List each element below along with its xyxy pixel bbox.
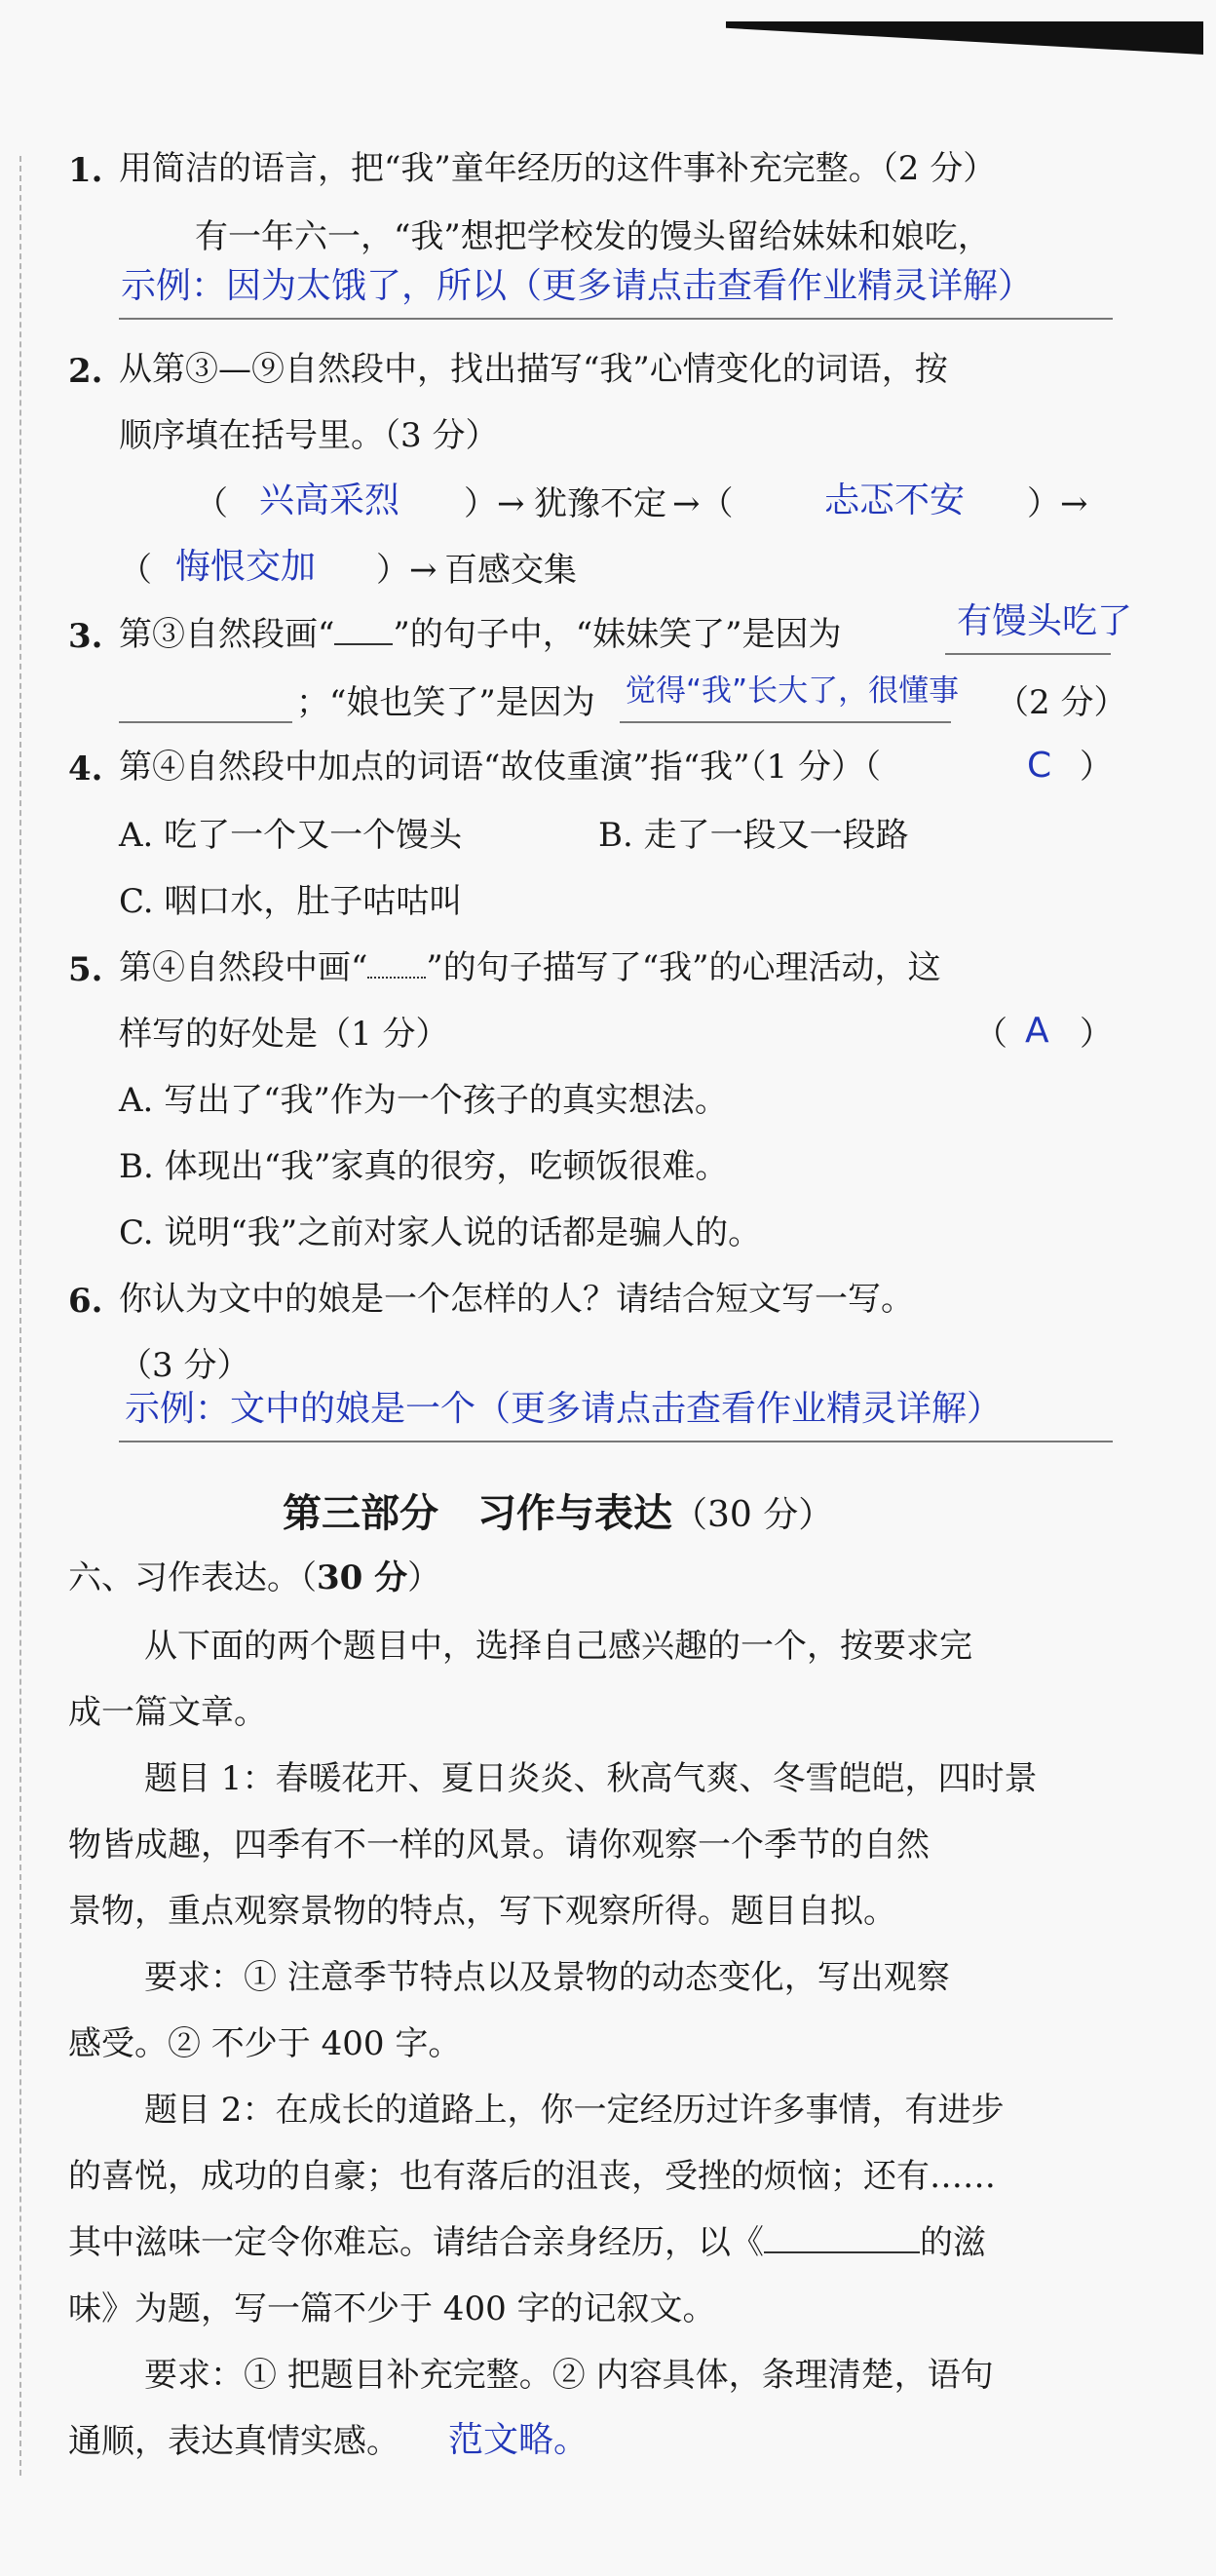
q4-option-a: A. 吃了一个又一个馒头	[119, 816, 463, 855]
topic2-req-line2: 通顺，表达真情实感。	[68, 2422, 399, 2461]
six-heading	[68, 1558, 441, 1597]
topic1-req-line2: 感受。② 不少于 400 字。	[68, 2024, 462, 2063]
q2-answer-3: 悔恨交加	[175, 547, 317, 587]
q1-context: 有一年六一，“我”想把学校发的馒头留给妹妹和娘吃，	[195, 217, 991, 256]
q2-rparen-2: ）→	[1027, 484, 1088, 523]
q2-fixed-word-2: 百感交集	[444, 551, 577, 590]
six-intro-line2: 成一篇文章。	[68, 1693, 267, 1732]
q3-line1	[119, 615, 842, 654]
q2-line2: 顺序填在括号里。（3 分）	[119, 416, 499, 455]
topic2-line3-b: 的滋	[920, 2223, 986, 2262]
topic1-line3: 景物，重点观察景物的特点，写下观察所得。题目自拟。	[68, 1892, 896, 1931]
q3-text-c: ；“娘也笑了”是因为	[296, 683, 595, 722]
q5-text-b: ”的句子描写了“我”的心理活动，这	[426, 948, 941, 987]
q6-points: （3 分）	[119, 1346, 250, 1385]
topic1-line2: 物皆成趣，四季有不一样的风景。请你观察一个季节的自然	[68, 1826, 930, 1865]
q3-blank-2-rule	[620, 721, 951, 723]
section-title	[283, 1490, 834, 1536]
q2-lparen-1: （	[195, 484, 228, 523]
q5-answer: A	[1025, 1011, 1049, 1051]
q3-answer-1: 有馒头吃了	[957, 601, 1133, 641]
q5-wavy-sample	[367, 977, 426, 979]
topic2-line2: 的喜悦，成功的自豪；也有落后的沮丧，受挫的烦恼；还有……	[68, 2157, 996, 2196]
topic2-line3	[68, 2223, 986, 2262]
q5-option-b: B. 体现出“我”家真的很穷，吃顿饭很难。	[119, 1147, 729, 1186]
six-heading-points: 30 分	[317, 1558, 408, 1597]
q3-text-a: 第③自然段画“	[119, 615, 335, 654]
top-edge-bar	[726, 21, 1203, 55]
q5-close-paren: ）	[1080, 1015, 1113, 1054]
essay-answer: 范文略。	[448, 2420, 589, 2460]
q1-answer-rule	[119, 318, 1113, 320]
q5-line1	[119, 948, 941, 987]
q4-option-b: B. 走了一段又一段路	[598, 816, 909, 855]
q3-underline-sample	[334, 643, 393, 645]
topic2-line4: 味》为题，写一篇不少于 400 字的记叙文。	[68, 2289, 716, 2328]
q2-answer-2: 忐忑不安	[824, 481, 966, 520]
topic1-req-line1: 要求：① 注意季节特点以及景物的动态变化，写出观察	[144, 1958, 950, 1997]
q5-option-a: A. 写出了“我”作为一个孩子的真实想法。	[119, 1081, 728, 1120]
q5-text-a: 第④自然段中画“	[119, 948, 368, 987]
six-heading-close: ）	[407, 1558, 441, 1597]
q5-line2: 样写的好处是（1 分）	[119, 1015, 449, 1054]
topic2-req-line1: 要求：① 把题目补充完整。② 内容具体，条理清楚，语句	[144, 2356, 994, 2395]
q3-text-b: ”的句子中，“妹妹笑了”是因为	[393, 615, 842, 654]
q2-rparen-1: ）→	[464, 484, 525, 523]
q3-points: （2 分）	[996, 683, 1127, 722]
topic2-title-blank	[764, 2251, 920, 2253]
q3-answer-2: 觉得“我”长大了，很懂事	[626, 673, 960, 709]
q6-answer-rule	[119, 1441, 1113, 1442]
q4-prompt: 第④自然段中加点的词语“故伎重演”指“我”（1 分）（	[119, 748, 881, 787]
q5-number: 5.	[68, 950, 103, 989]
q2-fixed-word-1: 犹豫不定	[534, 484, 666, 523]
q2-answer-1: 兴高采烈	[259, 481, 400, 520]
q4-number: 4.	[68, 750, 103, 788]
q2-lparen-3: （	[119, 551, 152, 590]
q1-answer: 示例：因为太饿了，所以（更多请点击查看作业精灵详解）	[121, 266, 1034, 306]
q5-open-paren: （	[974, 1015, 1007, 1054]
q3-number: 3.	[68, 617, 103, 656]
q2-number: 2.	[68, 352, 103, 391]
q4-close-paren: ）	[1080, 748, 1113, 787]
q2-arrow-lparen: →（	[672, 484, 734, 523]
q6-number: 6.	[68, 1282, 103, 1321]
six-heading-text: 六、习作表达。（	[68, 1558, 317, 1597]
q6-prompt: 你认为文中的娘是一个怎样的人？请结合短文写一写。	[119, 1280, 914, 1319]
q5-option-c: C. 说明“我”之前对家人说的话都是骗人的。	[119, 1213, 762, 1252]
binding-margin-line	[19, 156, 21, 2476]
q3-blank-1-rule	[945, 653, 1111, 655]
section-points: （30 分）	[672, 1495, 834, 1535]
q4-answer: C	[1027, 746, 1052, 786]
q4-option-c: C. 咽口水，肚子咕咕叫	[119, 882, 463, 921]
topic2-line3-a: 其中滋味一定令你难忘。请结合亲身经历，以《	[68, 2223, 764, 2262]
section-title-text: 第三部分 习作与表达	[283, 1490, 672, 1536]
q1-prompt: 用简洁的语言，把“我”童年经历的这件事补充完整。（2 分）	[119, 149, 997, 188]
topic2-line1: 题目 2：在成长的道路上，你一定经历过许多事情，有进步	[144, 2091, 1005, 2130]
q2-rparen-3: ）→	[376, 551, 437, 590]
q1-number: 1.	[68, 151, 103, 190]
six-intro-line1: 从下面的两个题目中，选择自己感兴趣的一个，按要求完	[144, 1627, 972, 1666]
q3-blank-1-rule-cont	[119, 721, 292, 723]
topic1-line1: 题目 1：春暖花开、夏日炎炎、秋高气爽、冬雪皑皑，四时景	[144, 1759, 1038, 1798]
q2-line1: 从第③—⑨自然段中，找出描写“我”心情变化的词语，按	[119, 350, 948, 389]
q6-answer: 示例：文中的娘是一个（更多请点击查看作业精灵详解）	[125, 1389, 1003, 1429]
